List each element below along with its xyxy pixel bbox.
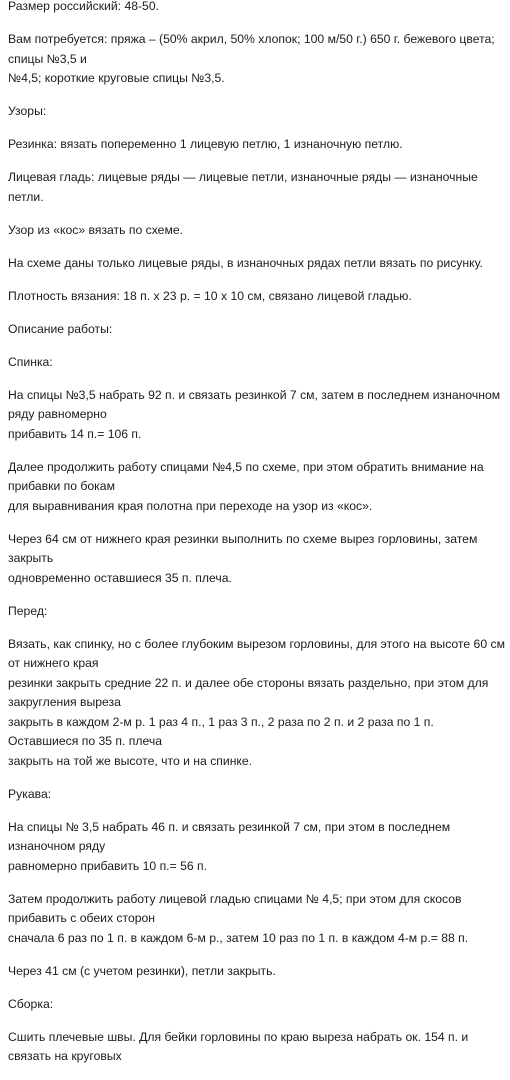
back-neckline-paragraph: Через 64 см от нижнего края резинки выполнить по схеме вырез горловины, затем закрыть одновременно оставшиеся 35 п. плеча.: [8, 531, 478, 585]
assembly-paragraph: Сшить плечевые швы. Для бейки горловины по краю выреза набрать ок. 154 п. и связать на круговых: [8, 1029, 469, 1063]
document-body: [8, 0, 506, 1080]
sleeves-cast-on-paragraph: На спицы № 3,5 набрать 46 п. и связать резинкой 7 см, при этом в последнем изнаночном ряду равномерно прибавить 10 п.= 56 п.: [8, 819, 451, 873]
back-heading: Спинка:: [8, 354, 53, 369]
assembly-heading: Сборка:: [8, 996, 54, 1011]
sleeves-bind-off-paragraph: Через 41 см (с учетом резинки), петли закрыть.: [8, 963, 276, 978]
sleeves-heading: Рукава:: [8, 786, 52, 801]
cable-pattern-paragraph: Узор из «кос» вязать по схеме.: [8, 222, 184, 237]
back-cast-on-paragraph: На спицы №3,5 набрать 92 п. и связать резинкой 7 см, затем в последнем изнаночном ряду равномерно прибавить 14 п.= 106 п.: [8, 387, 501, 441]
patterns-heading: Узоры:: [8, 104, 47, 118]
back-continue-paragraph: Далее продолжить работу спицами №4,5 по схеме, при этом обратить внимание на прибавки по бокам для выравнивания края полотна при переходе на узор из «кос».: [8, 459, 484, 513]
stockinette-paragraph: Лицевая гладь: лицевые ряды — лицевые петли, изнаночные ряды — изнаночные петли.: [8, 170, 478, 204]
sleeves-increase-paragraph: Затем продолжить работу лицевой гладью спицами № 4,5; при этом для скосов прибавить с обеих сторон сначала 6 раз по 1 п. в каждом 6-м р., затем 10 раз по 1 п. в каждом 4-м р.= 88 п.: [8, 891, 469, 945]
chart-note-paragraph: На схеме даны только лицевые ряды, в изнаночных рядах петли вязать по рисунку.: [8, 255, 483, 270]
instructions-heading: Описание работы:: [8, 321, 113, 336]
front-paragraph: Вязать, как спинку, но с более глубоким вырезом горловины, для этого на высоте 60 см от нижнего края резинки закрыть средние 22 п. и далее обе стороны вязать раздельно, при этом для закругления выреза закрыть в каждом 2-м р. 1 раз 4 п., 1 раз 3 п., 2 раза по 2 п. и 2 раза по 1 п. Оставшиеся по 35 п. плеча закрыть на той же высоте, что и на спинке.: [8, 636, 505, 768]
rib-stitch-paragraph: Резинка: вязать попеременно 1 лицевую петлю, 1 изнаночную петлю.: [8, 137, 403, 151]
gauge-paragraph: Плотность вязания: 18 п. х 23 р. = 10 х 10 см, связано лицевой гладью.: [8, 288, 412, 303]
materials-paragraph: Вам потребуется: пряжа – (50% акрил, 50% хлопок; 100 м/50 г.) 650 г. бежевого цвета; спицы №3,5 и №4,5; короткие круговые спицы №3,5.: [8, 32, 495, 85]
front-heading: Перед:: [8, 603, 48, 618]
size-line: Размер российский: 48-50.: [8, 0, 160, 13]
